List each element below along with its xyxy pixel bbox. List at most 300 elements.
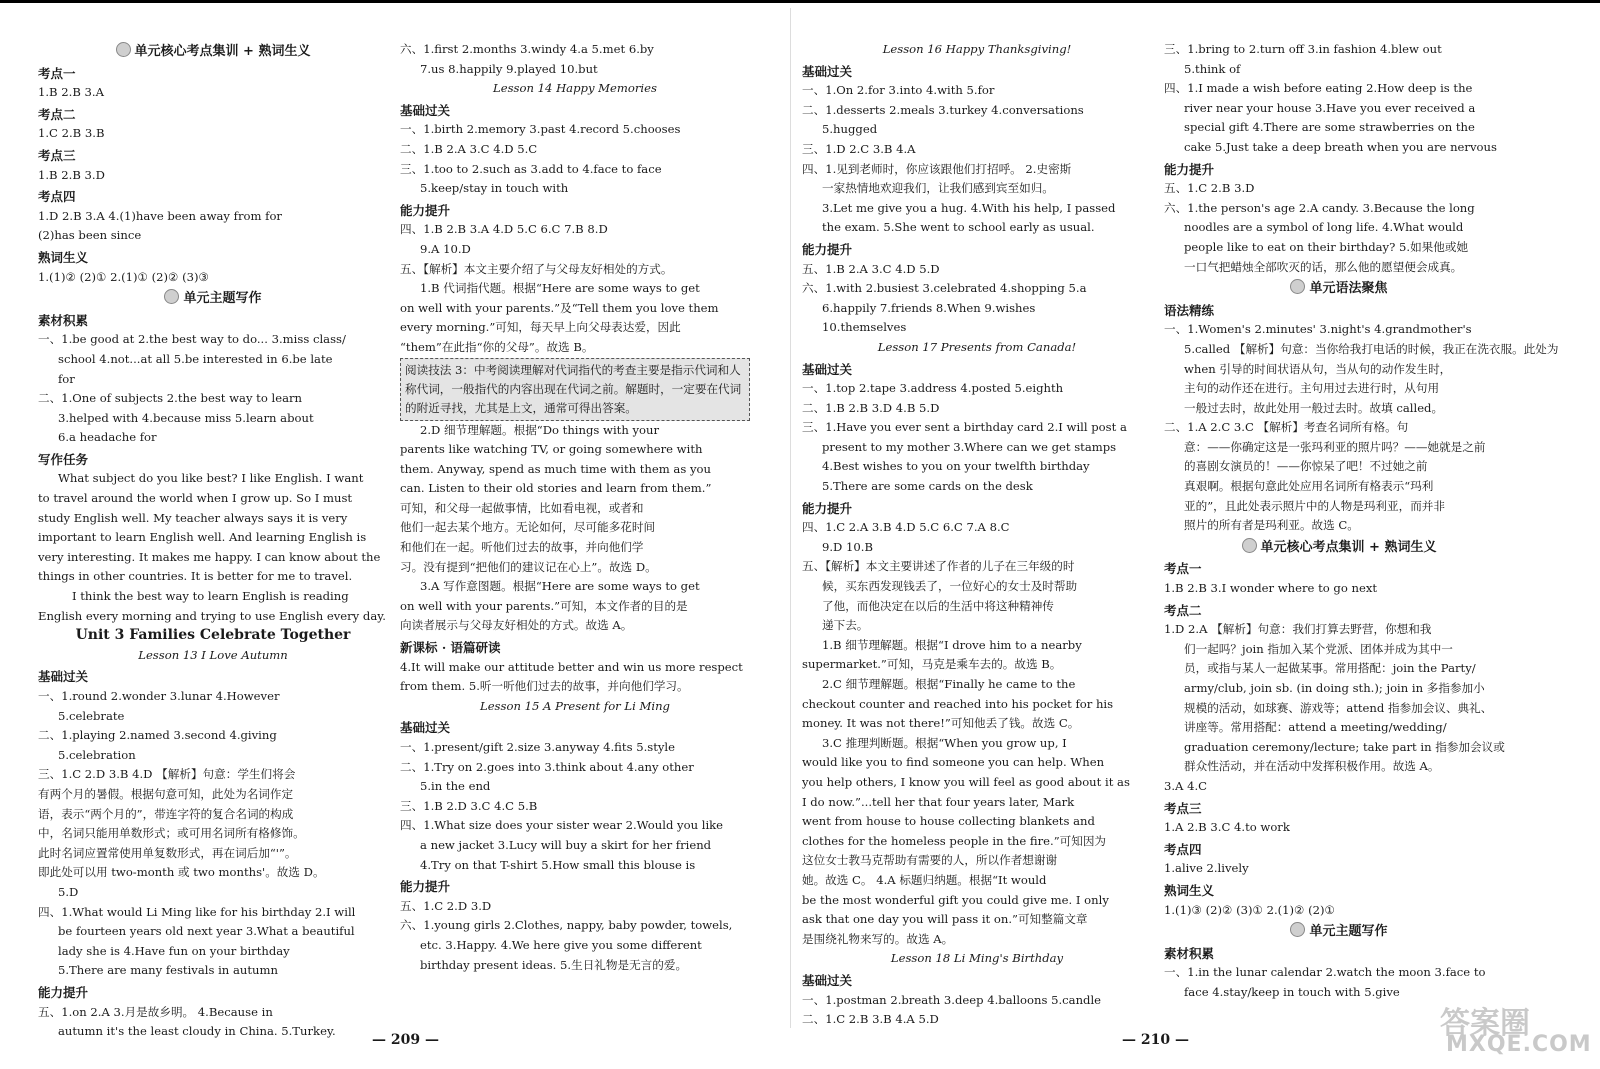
line-text: Lesson 14 Happy Memories [493, 81, 657, 96]
answer-line [38, 1022, 388, 1042]
answer-line [802, 218, 1152, 238]
answer-line [38, 226, 388, 246]
line-text: 员，或指与某人一起做某事。常用搭配：join the Party/ [1184, 661, 1476, 676]
answer-line [802, 597, 1152, 617]
line-text: 基础过关 [400, 102, 451, 118]
line-text: 5.think of [1184, 61, 1241, 76]
answer-line [38, 883, 388, 903]
answer-line [400, 318, 750, 338]
line-text: 是围绕礼物来写的。故选 A。 [802, 931, 954, 946]
answer-line [400, 816, 750, 836]
line-text: 五、【解析】本文主要介绍了与父母友好相处的方式。 [400, 261, 673, 276]
section-heading [38, 983, 388, 1003]
answer-line [1164, 777, 1514, 797]
lesson-title [802, 338, 1152, 358]
answer-line [400, 120, 750, 140]
watermark [1440, 990, 1590, 1060]
answer-line [1164, 438, 1514, 458]
line-text: 一般过去时，故此处用一般过去时。故填 called。 [1184, 400, 1444, 415]
line-text: 真艰啊。根据句意此处应用名词所有格表示“玛利 [1184, 479, 1434, 494]
answer-line [1164, 99, 1514, 119]
answer-line [1164, 859, 1514, 879]
answer-line [802, 910, 1152, 930]
answer-line [1164, 901, 1514, 921]
line-text: supermarket.”可知，马克是乘车去的。故选 B。 [802, 657, 1062, 672]
answer-line [802, 120, 1152, 140]
answer-line [1164, 320, 1514, 340]
line-text: 考点一 [1164, 561, 1202, 577]
answer-line [38, 765, 388, 785]
section-heading [38, 311, 388, 331]
section-heading [1164, 881, 1514, 901]
answer-line [38, 409, 388, 429]
answer-line [802, 675, 1152, 695]
answer-line [38, 548, 388, 568]
answer-line [38, 268, 388, 288]
page-number-left: — 209 — [372, 1032, 439, 1048]
answer-line [38, 922, 388, 942]
answer-line [802, 753, 1152, 773]
answer-line [1164, 258, 1514, 278]
line-text: 1.(1)③ (2)② (3)① 2.(1)② (2)① [1164, 902, 1335, 917]
line-text: 亚的”，且此处表示照片中的人物是玛利亚，而并非 [1184, 498, 1445, 513]
answer-line [802, 655, 1152, 675]
line-text: 考点一 [38, 65, 76, 81]
column-4 [1164, 40, 1559, 1003]
answer-line [400, 577, 750, 597]
line-text: 5.called 【解析】句意：当你给我打电话的时候，我正在洗衣服。此处为 [1184, 341, 1559, 356]
line-text: 三、1.bring to 2.turn off 3.in fashion 4.blew out [1164, 42, 1442, 56]
line-text: 1.B 2.B 3.A [38, 85, 104, 100]
line-text: 单元核心考点集训 + 熟词生义 [134, 44, 311, 59]
line-text: on well with your parents.”可知，本文作者的目的是 [400, 598, 688, 613]
line-text: 6.happily 7.friends 8.When 9.wishes [822, 300, 1036, 315]
line-text: 二、1.Try on 2.goes into 3.think about 4.any other [400, 759, 694, 774]
line-text: you help others, I know you will feel as good about it as [802, 774, 1130, 789]
line-text: parents like watching TV, or going somewhere with [400, 442, 703, 457]
line-text: 1.D 2.A 【解析】句意：我们打算去野营，你想和我 [1164, 622, 1432, 637]
answer-line [400, 499, 750, 519]
line-text: 她。故选 C。 4.A 标题归纳题。根据“It would [802, 872, 1047, 887]
line-text: river near your house 3.Have you ever received a [1184, 100, 1476, 115]
line-text: 向读者展示与父母友好相处的方式。故选 A。 [400, 618, 633, 633]
answer-line [802, 101, 1152, 121]
line-text: 5.celebrate [58, 708, 125, 723]
page-number-right-value: 210 [1140, 1032, 1171, 1048]
line-text: 三、1.too to 2.such as 3.add to 4.face to face [400, 161, 662, 176]
answer-line [38, 124, 388, 144]
answer-line [1164, 379, 1514, 399]
answer-line [400, 338, 750, 358]
section-heading [1164, 559, 1514, 579]
answer-line [802, 851, 1152, 871]
answer-line [802, 199, 1152, 219]
answer-line [38, 746, 388, 766]
line-text: lady she is 4.Have fun on your birthday [58, 943, 290, 958]
answer-line [38, 83, 388, 103]
lesson-title [400, 79, 750, 99]
answer-line [400, 299, 750, 319]
answer-line [38, 942, 388, 962]
watermark-line2: MXQE.COM [1446, 1032, 1592, 1057]
line-text: 五、1.C 2.B 3.D [1164, 181, 1255, 196]
line-text: 的喜剧女演员的！——你惊呆了吧！不过她之前 [1184, 459, 1428, 474]
line-text: 语法精练 [1164, 302, 1215, 318]
line-text: 写作任务 [38, 451, 89, 467]
answer-line [802, 812, 1152, 832]
line-text: 能力提升 [400, 202, 451, 218]
line-text: 素材积累 [1164, 945, 1215, 961]
section-heading [802, 62, 1152, 82]
section-heading [400, 718, 750, 738]
answer-line [400, 758, 750, 778]
line-text: 主句的动作还在进行。主句用过去进行时，从句用 [1184, 381, 1440, 396]
line-text: 3.helped with 4.because miss 5.learn about [58, 410, 314, 425]
line-text: important to learn English well. And learning English is [38, 530, 367, 545]
answer-line [38, 207, 388, 227]
answer-line [400, 160, 750, 180]
line-text: 1.A 2.B 3.C 4.to work [1164, 820, 1290, 835]
line-text: went from house to house collecting blankets and [802, 814, 1095, 829]
line-text: 四、1.What would Li Ming like for his birthday 2.I will [38, 904, 356, 919]
line-text: 有两个月的暑假。根据句意可知，此处为名词作定 [38, 786, 294, 801]
answer-line [400, 836, 750, 856]
lesson-title [38, 646, 388, 666]
answer-line [1164, 199, 1514, 219]
line-text: army/club, join sb. (in doing sth.); join in 多指参加小 [1184, 681, 1485, 695]
line-text: people like to eat on their birthday? 5.如果他或她 [1184, 239, 1469, 254]
answer-line [400, 538, 750, 558]
answer-line [400, 738, 750, 758]
line-text: 一、1.On 2.for 3.into 4.with 5.for [802, 83, 995, 98]
line-text: can. Listen to their old stories and learn from them.” [400, 481, 712, 496]
line-text: 基础过关 [802, 361, 853, 377]
answer-line [38, 370, 388, 390]
line-text: 2.C 细节理解题。根据“Finally he came to the [822, 677, 1076, 691]
line-text: 单元主题写作 [183, 291, 262, 307]
answer-line [38, 330, 388, 350]
answer-line [1164, 179, 1514, 199]
page-number-right: — 210 — [1122, 1032, 1189, 1048]
answer-line [802, 871, 1152, 891]
section-heading [802, 360, 1152, 380]
line-text: 四、1.B 2.B 3.A 4.D 5.C 6.C 7.B 8.D [400, 222, 608, 237]
line-text: 1.alive 2.lively [1164, 861, 1249, 876]
line-text: 单元语法聚焦 [1309, 281, 1388, 297]
answer-line [802, 318, 1152, 338]
answer-line [802, 714, 1152, 734]
answer-line [802, 399, 1152, 419]
line-text: Lesson 13 I Love Autumn [138, 647, 288, 662]
column-2 [400, 40, 750, 975]
answer-line [38, 389, 388, 409]
answer-line [1164, 477, 1514, 497]
answer-line [802, 140, 1152, 160]
section-heading [400, 101, 750, 121]
line-text: for [58, 371, 75, 386]
line-text: 2.D 细节理解题。根据“Do things with your [420, 422, 660, 437]
line-text: noodles are a symbol of long life. 4.What would [1184, 220, 1464, 235]
line-text: 1.B 2.B 3.I wonder where to go next [1164, 581, 1378, 596]
answer-line [802, 260, 1152, 280]
answer-line [400, 797, 750, 817]
answer-line [802, 734, 1152, 754]
answer-line [802, 538, 1152, 558]
answer-line [1164, 699, 1514, 719]
line-text: birthday present ideas. 5.生日礼物是无言的爱。 [420, 957, 688, 972]
line-text: etc. 3.Happy. 4.We here give you some different [420, 937, 702, 952]
section-heading [1164, 601, 1514, 621]
answer-line [38, 961, 388, 981]
line-text: 规模的活动，如球赛、游戏等；attend 指参加会议、典礼、 [1184, 700, 1493, 715]
line-text: 二、1.A 2.C 3.C 【解析】考查名词所有格。句 [1164, 420, 1409, 435]
answer-line [802, 299, 1152, 319]
section-heading [400, 201, 750, 221]
answer-line [1164, 79, 1514, 99]
answer-line [38, 805, 388, 825]
answer-line [400, 240, 750, 260]
line-text: What subject do you like best? I like English. I want [58, 471, 364, 486]
line-text: I think the best way to learn English is reading [72, 589, 349, 604]
line-text: Lesson 16 Happy Thanksgiving! [882, 42, 1072, 56]
line-text: 1.B 代词指代题。根据“Here are some ways to get [420, 281, 700, 296]
line-text: 一、1.in the lunar calendar 2.watch the moon 3.face to [1164, 965, 1486, 980]
line-text: Lesson 17 Presents from Canada! [877, 339, 1077, 354]
line-text: 二、1.C 2.B 3.B 4.A 5.D [802, 1012, 939, 1027]
line-text: 考点二 [1164, 602, 1202, 618]
line-text: special gift 4.There are some strawberries on the [1184, 120, 1475, 135]
answer-line [802, 418, 1152, 438]
section-heading [1164, 840, 1514, 860]
line-text: 一家热情地欢迎我们，让我们感到宾至如归。 [822, 181, 1054, 196]
unit-title [38, 626, 388, 646]
line-text: 他们一起去某个地方。无论如何，尽可能多花时间 [400, 520, 656, 535]
line-text: when 引导的时间状语从句，当从句的动作发生时， [1184, 361, 1452, 376]
line-text: 五、【解析】本文主要讲述了作者的儿子在三年级的时 [802, 559, 1075, 574]
answer-line [400, 616, 750, 636]
answer-line [38, 863, 388, 883]
line-text: 新课标 · 语篇研读 [400, 640, 501, 656]
line-text: 五、1.C 2.D 3.D [400, 898, 492, 913]
answer-line [1164, 679, 1514, 699]
line-text: 能力提升 [802, 500, 853, 516]
line-text: 1.D 2.B 3.A 4.(1)have been away from for [38, 208, 282, 223]
line-text: every morning.”可知，每天早上向父母表达爱，因此 [400, 320, 681, 335]
line-text: 考点三 [38, 147, 76, 163]
answer-line [1164, 497, 1514, 517]
line-text: 3.A 写作意图题。根据“Here are some ways to get [420, 579, 700, 594]
line-text: 即此处可以用 two-month 或 two months'。故选 D。 [38, 865, 325, 880]
answer-line [802, 81, 1152, 101]
banner-badge-icon [1242, 538, 1257, 553]
line-text: 一、1.postman 2.breath 3.deep 4.balloons 5.candle [802, 992, 1102, 1007]
line-text: 考点三 [1164, 800, 1202, 816]
line-text: 单元主题写作 [1309, 924, 1388, 940]
answer-line [802, 457, 1152, 477]
line-text: 二、1.desserts 2.meals 3.turkey 4.conversations [802, 102, 1084, 117]
line-text: 二、1.B 2.A 3.C 4.D 5.C [400, 141, 538, 156]
answer-line [400, 897, 750, 917]
top-rule [0, 0, 1600, 3]
line-text: 三、1.B 2.D 3.C 4.C 5.B [400, 798, 538, 813]
line-text: 六、1.with 2.busiest 3.celebrated 4.shopping 5.a [802, 281, 1087, 296]
answer-line [38, 469, 388, 489]
line-text: 六、1.first 2.months 3.windy 4.a 5.met 6.by [400, 42, 654, 56]
tip-box [400, 358, 750, 421]
answer-line [38, 785, 388, 805]
line-text: 这位女士教马克帮助有需要的人，所以作者想谢谢 [802, 853, 1058, 868]
line-text: to travel around the world when I grow up. So I must [38, 491, 353, 506]
line-text: 基础过关 [802, 972, 853, 988]
answer-line [1164, 399, 1514, 419]
answer-line [1164, 418, 1514, 438]
line-text: I do now.”...tell her that four years later, Mark [802, 794, 1075, 809]
section-heading [1164, 799, 1514, 819]
line-text: 3.C 推理判断题。根据“When you grow up, I [822, 735, 1067, 750]
line-text: 三、1.C 2.D 3.B 4.D 【解析】句意：学生们将会 [38, 767, 296, 782]
line-text: 六、1.young girls 2.Clothes, nappy, baby powder, towels, [400, 918, 733, 933]
line-text: money. It was not there!”可知他丢了钱。故选 C。 [802, 716, 1080, 731]
line-text: 能力提升 [802, 241, 853, 257]
section-heading [38, 64, 388, 84]
line-text: (2)has been since [38, 228, 142, 243]
line-text: checkout counter and reached into his pocket for his [802, 696, 1114, 711]
answer-line [802, 695, 1152, 715]
answer-line [802, 832, 1152, 852]
lesson-title [400, 697, 750, 717]
answer-line [802, 773, 1152, 793]
banner-badge-icon [1290, 922, 1305, 937]
lesson-title [802, 949, 1152, 969]
answer-line [1164, 360, 1514, 380]
section-heading [400, 877, 750, 897]
answer-line [400, 421, 750, 441]
section-heading [1164, 160, 1514, 180]
answer-line [38, 489, 388, 509]
line-text: 3.Let me give you a hug. 4.With his help, I passed [822, 200, 1116, 215]
section-heading [38, 667, 388, 687]
line-text: 中，名词只能用单数形式；或可用名词所有格修饰。 [38, 826, 305, 841]
page-gutter [790, 8, 791, 1028]
answer-line [802, 793, 1152, 813]
answer-line [400, 440, 750, 460]
line-text: 9.A 10.D [420, 241, 471, 256]
line-text: the exam. 5.She went to school early as usual. [822, 220, 1095, 235]
answer-line [1164, 340, 1559, 360]
line-text: 五、1.on 2.A 3.月是故乡明。 4.Because in [38, 1004, 273, 1019]
answer-line [802, 930, 1152, 950]
line-text: 可知，和父母一起做事情，比如看电视，或者和 [400, 500, 644, 515]
banner-badge-icon [116, 42, 131, 57]
line-text: 六、1.the person's age 2.A candy. 3.Because the long [1164, 200, 1475, 215]
line-text: face 4.stay/keep in touch with 5.give [1184, 984, 1400, 999]
line-text: on well with your parents.”及“Tell them you love them [400, 300, 719, 315]
line-text: 4.Try on that T-shirt 5.How small this blouse is [420, 857, 696, 872]
answer-line [802, 179, 1152, 199]
line-text: 熟词生义 [38, 249, 89, 265]
answer-line [38, 903, 388, 923]
section-heading [400, 638, 750, 658]
line-text: 能力提升 [400, 879, 451, 895]
answer-line [400, 777, 750, 797]
line-text: 5.There are some cards on the desk [822, 479, 1033, 494]
line-text: 3.A 4.C [1164, 778, 1208, 793]
section-heading [38, 187, 388, 207]
line-text: autumn it's the least cloudy in China. 5.Turkey. [58, 1024, 336, 1039]
answer-line [802, 577, 1152, 597]
line-text: 5.keep/stay in touch with [420, 181, 569, 196]
answer-line [400, 479, 750, 499]
line-text: a new jacket 3.Lucy will buy a skirt for her friend [420, 837, 712, 852]
line-text: 5.celebration [58, 747, 136, 762]
line-text: 能力提升 [38, 984, 89, 1000]
answer-line [38, 726, 388, 746]
answer-line [1164, 238, 1514, 258]
answer-line [38, 528, 388, 548]
section-heading [38, 146, 388, 166]
line-text: 熟词生义 [1164, 882, 1215, 898]
line-text: 素材积累 [38, 312, 89, 328]
line-text: 9.D 10.B [822, 539, 874, 554]
answer-line [1164, 757, 1514, 777]
line-text: 五、1.B 2.A 3.C 4.D 5.D [802, 261, 940, 276]
answer-line [1164, 516, 1514, 536]
line-text: 一、1.round 2.wonder 3.lunar 4.However [38, 689, 280, 703]
line-text: 1.C 2.B 3.B [38, 126, 105, 141]
answer-line [1164, 963, 1514, 983]
answer-line [38, 587, 388, 607]
page-number-left-value: 209 [390, 1032, 421, 1048]
answer-line [802, 991, 1152, 1011]
line-text: 单元核心考点集训 + 熟词生义 [1260, 539, 1437, 555]
column-3 [802, 40, 1152, 1030]
line-text: “them”在此指“你的父母”。故选 B。 [400, 339, 594, 354]
section-heading [38, 450, 388, 470]
line-text: 和他们在一起。听他们过去的故事，并向他们学 [400, 540, 644, 555]
section-banner [38, 289, 388, 309]
section-heading [38, 105, 388, 125]
answer-line [802, 891, 1152, 911]
answer-line [802, 160, 1152, 180]
answer-line [1164, 738, 1514, 758]
answer-line [1164, 620, 1514, 640]
line-text: Unit 3 Families Celebrate Together [75, 627, 351, 644]
banner-badge-icon [164, 289, 179, 304]
line-text: Lesson 18 Li Ming's Birthday [890, 951, 1064, 966]
line-text: 5.There are many festivals in autumn [58, 963, 278, 978]
line-text: 三、1.Have you ever sent a birthday card 2.I will post a [802, 420, 1127, 435]
answer-line [1164, 659, 1514, 679]
line-text: from them. 5.听一听他们过去的故事，并向他们学习。 [400, 679, 689, 694]
answer-line [38, 1003, 388, 1023]
line-text: 1.(1)② (2)① 2.(1)① (2)② (3)③ [38, 269, 209, 284]
answer-line [1164, 40, 1514, 60]
line-text: clothes for the homeless people in the fire.”可知因为 [802, 833, 1107, 848]
lesson-title [802, 40, 1152, 60]
line-text: be the most wonderful gift you could give me. I only [802, 892, 1109, 907]
answer-line [38, 509, 388, 529]
line-text: 一、1.birth 2.memory 3.past 4.record 5.chooses [400, 122, 681, 137]
line-text: 5.D [58, 884, 79, 899]
answer-line [400, 179, 750, 199]
line-text: 5.hugged [822, 122, 878, 137]
answer-line [1164, 60, 1514, 80]
line-text: 基础过关 [802, 63, 853, 79]
answer-line [802, 1010, 1152, 1030]
line-text: 四、1.What size does your sister wear 2.Would you like [400, 818, 724, 833]
answer-line [38, 687, 388, 707]
line-text: 1.B 2.B 3.D [38, 167, 105, 182]
